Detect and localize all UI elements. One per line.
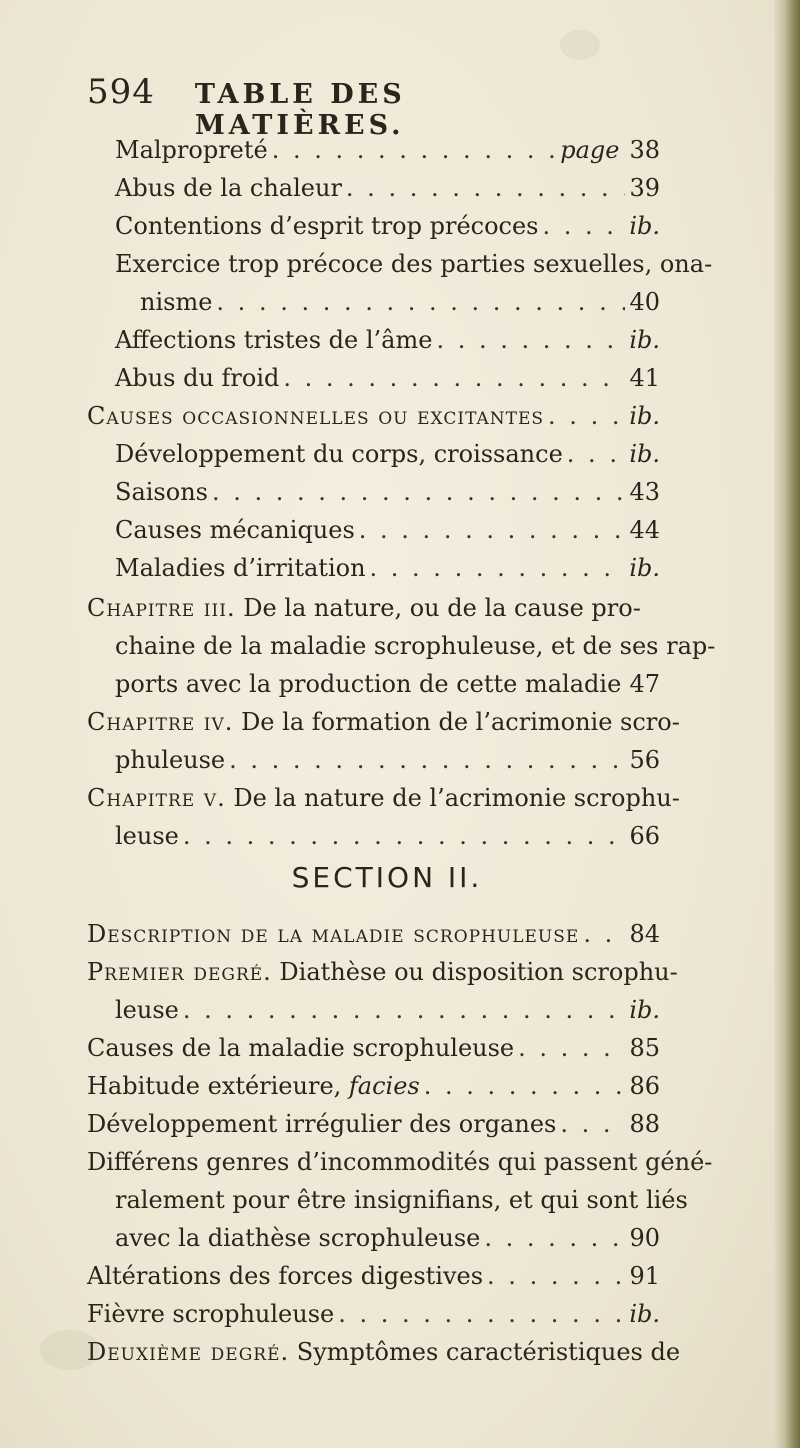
dot-leader — [216, 285, 625, 319]
entry-page: 85 — [629, 1034, 660, 1062]
entry-title: ports avec la production de cette maladie — [115, 670, 622, 698]
toc-entry — [115, 743, 660, 777]
entry-title: Causes occasionnelles ou excitantes — [87, 402, 545, 430]
entry-page: ib. — [629, 1300, 660, 1328]
chapter-title: De la formation de l’acrimonie scro- — [241, 708, 680, 736]
running-title: TABLE DES MATIÈRES. — [194, 79, 406, 141]
entry-title-line: Différens genres d’incommodités qui passent géné- — [87, 1148, 713, 1176]
entry-title: Causes de la maladie scrophuleuse — [87, 1034, 515, 1062]
entry-title: Fièvre scrophuleuse — [87, 1300, 335, 1328]
chapter-title-line: chaine de la maladie scrophuleuse, et de ses rap- — [115, 632, 716, 660]
entry-title: leuse — [115, 996, 179, 1024]
page-header — [87, 72, 607, 141]
toc-entry — [87, 1069, 660, 1103]
toc-entry — [115, 513, 660, 547]
toc-entry — [115, 475, 660, 509]
entry-page: ib. — [629, 402, 660, 430]
dot-leader — [229, 743, 625, 777]
toc-entry — [87, 917, 660, 951]
entry-page: 43 — [629, 478, 660, 506]
entry-title: Affections tristes de l’âme — [115, 326, 433, 354]
entry-title: avec la diathèse scrophuleuse — [115, 1224, 481, 1252]
entry-page: 66 — [629, 822, 660, 850]
dot-leader — [272, 133, 556, 167]
toc-entry — [87, 1259, 660, 1293]
dot-leader — [583, 917, 625, 951]
entry-page: ib. — [629, 440, 660, 468]
dot-leader — [424, 1069, 626, 1103]
entry-page: 84 — [629, 920, 660, 948]
dot-leader — [567, 437, 626, 471]
entry-page: ib. — [629, 554, 660, 582]
section-heading: SECTION II. — [291, 861, 483, 894]
paper-stain — [560, 30, 600, 60]
page-number: 594 — [87, 72, 155, 112]
toc-entry — [115, 171, 660, 205]
chapter-title: De la nature, ou de la cause pro- — [243, 594, 641, 622]
toc-entry — [115, 323, 660, 357]
entry-page: 38 — [629, 136, 660, 164]
dot-leader — [560, 1107, 625, 1141]
chapter-label: Chapitre iii. — [87, 594, 236, 622]
entry-title: Abus de la chaleur — [115, 174, 342, 202]
entry-page: 90 — [629, 1224, 660, 1252]
dot-leader — [212, 475, 625, 509]
entry-title: leuse — [115, 822, 179, 850]
entry-title: Maladies d’irritation — [115, 554, 366, 582]
entry-title: Malpropreté — [115, 136, 268, 164]
toc-entry — [115, 551, 660, 585]
toc-entry — [115, 993, 660, 1027]
toc-entry — [115, 819, 660, 853]
entry-title: Altérations des forces digestives — [87, 1262, 484, 1290]
entry-title: Développement irrégulier des organes — [87, 1110, 557, 1138]
entry-page: ib. — [629, 212, 660, 240]
entry-page: 44 — [629, 516, 660, 544]
degree-label: Premier degré. — [87, 958, 272, 986]
entry-page: 56 — [629, 746, 660, 774]
dot-leader — [487, 1259, 625, 1293]
facies-term: facies — [348, 1072, 420, 1100]
dot-leader — [346, 171, 626, 205]
toc-entry — [115, 437, 660, 471]
chapter-label: Chapitre iv. — [87, 708, 234, 736]
chapter-line — [87, 705, 680, 739]
entry-title: Causes mécaniques — [115, 516, 355, 544]
toc-entry — [87, 1031, 660, 1065]
dot-leader — [436, 323, 625, 357]
entry-title: Saisons — [115, 478, 208, 506]
dot-leader — [359, 513, 626, 547]
entry-page: 86 — [629, 1072, 660, 1100]
dot-leader — [484, 1221, 625, 1255]
toc-entry — [87, 1297, 660, 1331]
dot-leader — [370, 551, 626, 585]
chapter-line — [87, 591, 641, 625]
chapter-line — [87, 781, 680, 815]
entry-title: Développement du corps, croissance — [115, 440, 563, 468]
dot-leader — [543, 209, 626, 243]
entry-title-line: ralement pour être insignifians, et qui sont liés — [115, 1186, 688, 1214]
chapter-title: De la nature de l’acrimonie scrophu- — [233, 784, 680, 812]
page-label: page — [560, 136, 620, 164]
degree-line — [87, 955, 678, 989]
dot-leader — [518, 1031, 625, 1065]
dot-leader — [338, 1297, 625, 1331]
degree-label: Deuxième degré. — [87, 1338, 290, 1366]
entry-title: nisme — [140, 288, 213, 316]
entry-title: Abus du froid — [115, 364, 280, 392]
dot-leader — [183, 819, 626, 853]
entry-title: phuleuse — [115, 746, 226, 774]
entry-title-line: Exercice trop précoce des parties sexuelles, ona- — [115, 250, 713, 278]
toc-entry — [115, 1221, 660, 1255]
entry-page: 40 — [629, 288, 660, 316]
entry-title: Contentions d’esprit trop précoces — [115, 212, 539, 240]
entry-page: 88 — [629, 1110, 660, 1138]
toc-entry — [115, 133, 660, 167]
entry-title: Habitude extérieure, facies — [87, 1072, 420, 1100]
dot-leader — [283, 361, 625, 395]
degree-title: Diathèse ou disposition scrophu- — [279, 958, 678, 986]
degree-line — [87, 1335, 680, 1369]
toc-entry — [87, 1107, 660, 1141]
page-edge — [774, 0, 800, 1448]
entry-page: 41 — [629, 364, 660, 392]
toc-entry — [115, 361, 660, 395]
dot-leader — [548, 399, 625, 433]
degree-title: Symptômes caractéristiques de — [296, 1338, 681, 1366]
chapter-label: Chapitre v. — [87, 784, 226, 812]
entry-page: 91 — [629, 1262, 660, 1290]
toc-entry — [140, 285, 660, 319]
entry-page: ib. — [629, 326, 660, 354]
entry-page: ib. — [629, 996, 660, 1024]
paper-stain — [40, 1330, 100, 1370]
toc-entry — [87, 399, 660, 433]
entry-page: 47 — [629, 670, 660, 698]
dot-leader — [183, 993, 625, 1027]
toc-entry — [115, 209, 660, 243]
toc-entry — [115, 667, 660, 701]
entry-title: Description de la maladie scrophuleuse — [87, 920, 580, 948]
entry-page: 39 — [629, 174, 660, 202]
